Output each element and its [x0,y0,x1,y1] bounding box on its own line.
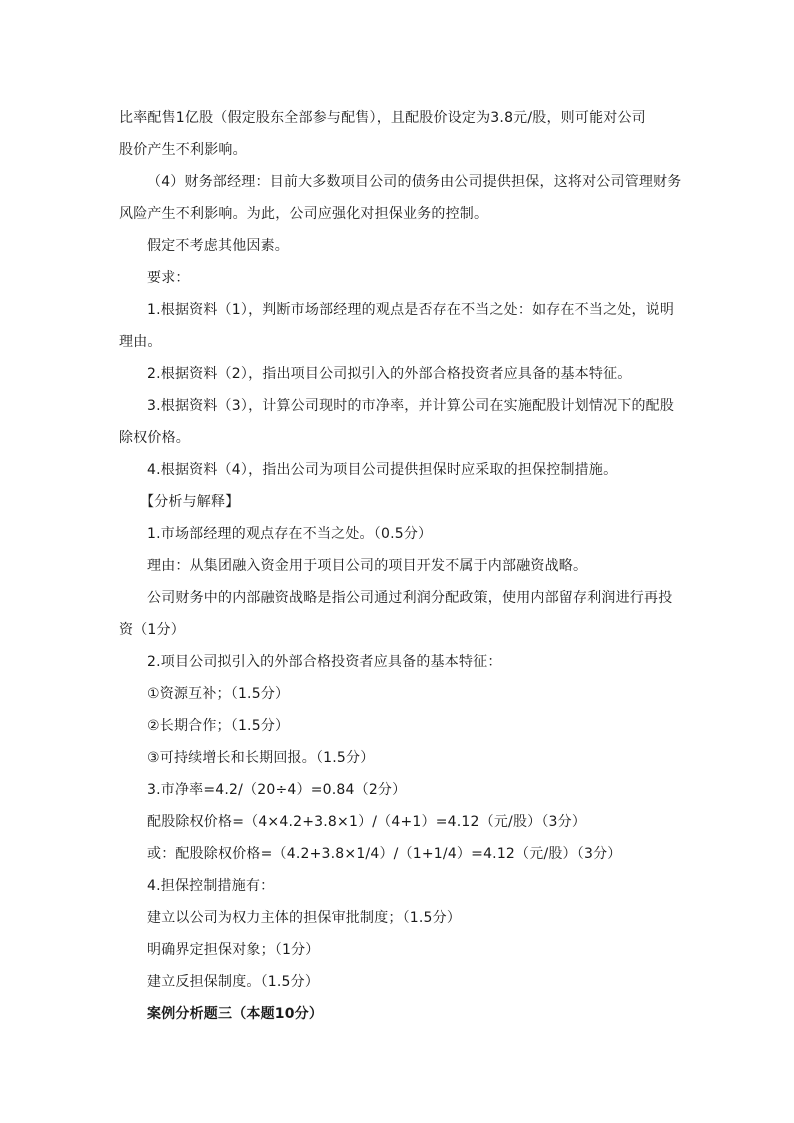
paragraph-line: 假定不考虑其他因素。 [147,238,289,254]
answer-line: 2.项目公司拟引入的外部合格投资者应具备的基本特征： [147,654,502,670]
answer-line: 公司财务中的内部融资战略是指公司通过利润分配政策，使用内部留存利润进行再投 [147,590,673,606]
paragraph-line: 要求： [147,270,190,286]
paragraph-line: 比率配售1亿股（假定股东全部参与配售），且配股价设定为3.8元/股，则可能对公司 [119,110,646,126]
answer-line: ①资源互补；（1.5分） [147,686,290,702]
answer-line: 1.市场部经理的观点存在不当之处。（0.5分） [147,526,433,542]
paragraph-line: 股价产生不利影响。 [119,142,247,158]
answer-line: 明确界定担保对象；（1分） [147,942,320,958]
answer-line: 4.担保控制措施有： [147,878,275,894]
paragraph-line: 风险产生不利影响。为此，公司应强化对担保业务的控制。 [119,206,489,222]
question-line: 1.根据资料（1），判断市场部经理的观点是否存在不当之处：如存在不当之处，说明 [147,302,675,318]
paragraph-line: （4）财务部经理：目前大多数项目公司的债务由公司提供担保，这将对公司管理财务 [147,174,682,190]
formula-line: 3.市净率=4.2/（20÷4）=0.84（2分） [147,782,407,798]
answer-line: ②长期合作；（1.5分） [147,718,290,734]
case-heading: 案例分析题三（本题10分） [147,1006,324,1022]
answer-line: ③可持续增长和长期回报。（1.5分） [147,750,375,766]
answer-line: 建立反担保制度。（1.5分） [147,974,320,990]
question-line: 4.根据资料（4），指出公司为项目公司提供担保时应采取的担保控制措施。 [147,462,618,478]
formula-line: 或：配股除权价格=（4.2+3.8×1/4）/（1+1/4）=4.12（元/股）（3分） [147,846,622,862]
question-line: 3.根据资料（3），计算公司现时的市净率，并计算公司在实施配股计划情况下的配股 [147,398,675,414]
answer-line: 资（1分） [119,622,185,638]
formula-line: 配股除权价格=（4×4.2+3.8×1）/（4+1）=4.12（元/股）（3分） [147,814,587,830]
answer-line: 理由：从集团融入资金用于项目公司的项目开发不属于内部融资战略。 [147,558,588,574]
question-line: 2.根据资料（2），指出项目公司拟引入的外部合格投资者应具备的基本特征。 [147,366,632,382]
question-line: 理由。 [119,334,162,350]
section-heading: 【分析与解释】 [140,494,240,510]
question-line: 除权价格。 [119,430,190,446]
answer-line: 建立以公司为权力主体的担保审批制度；（1.5分） [147,910,462,926]
